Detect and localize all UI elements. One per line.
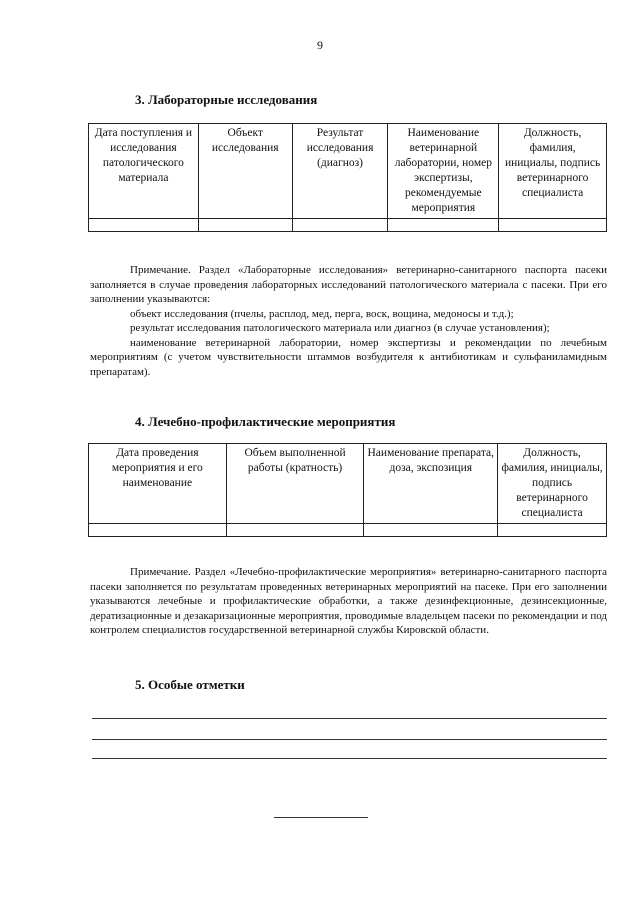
column-header: Должность, фамилия, инициалы, подпись ветеринарного специалиста: [499, 124, 607, 219]
special-notes-line[interactable]: [92, 718, 607, 719]
special-notes-line[interactable]: [92, 758, 607, 759]
column-header: Результат исследования (диагноз): [292, 124, 388, 219]
column-header: Объем выполненной работы (кратность): [226, 444, 364, 524]
section-5-heading: 5. Особые отметки: [135, 677, 245, 692]
special-notes-line[interactable]: [92, 739, 607, 740]
note-paragraph: Примечание. Раздел «Лечебно-профилактические мероприятия» ветеринарно-санитарного паспорта пасеки заполняется по результатам проведенных ветеринарных мероприятий на пасеке. При его заполнении указываются лечебные и профилактические обработки, а также дезинфекционные, дезинсекционные, дератизационные и дезакаризационные мероприятия, проводимые владельцем пасеки по рекомендации и под контролем специалистов государственной ветеринарной службы Кировской области.: [90, 566, 607, 636]
note-paragraph: наименование ветеринарной лаборатории, номер экспертизы и рекомендации по лечебным мероприятиям (с учетом чувствительности штаммов возбудителя к антибиотикам и сульфаниламидным препаратам).: [90, 336, 607, 378]
empty-cell[interactable]: [89, 219, 199, 232]
section-3-note: [90, 263, 607, 379]
treatment-table: [88, 443, 607, 537]
column-header: Должность, фамилия, инициалы, подпись ветеринарного специалиста: [498, 444, 607, 524]
note-paragraph: объект исследования (пчелы, расплод, мед, перга, воск, вощина, медоносы и т.д.);: [130, 307, 514, 320]
column-header: Дата проведения мероприятия и его наименование: [89, 444, 227, 524]
section-3-heading: 3. Лабораторные исследования: [135, 92, 318, 107]
column-header: Объект исследования: [198, 124, 292, 219]
column-header: Наименование препарата, доза, экспозиция: [364, 444, 498, 524]
empty-cell[interactable]: [226, 524, 364, 537]
empty-cell[interactable]: [388, 219, 499, 232]
end-separator-line: [274, 817, 368, 818]
empty-cell[interactable]: [498, 524, 607, 537]
note-paragraph: результат исследования патологического материала или диагноз (в случае установления);: [130, 322, 550, 334]
page-number: 9: [317, 38, 323, 52]
column-header: Дата поступления и исследования патологического материала: [89, 124, 199, 219]
table-header-row: [89, 444, 607, 524]
section-4-heading: 4. Лечебно-профилактические мероприятия: [135, 414, 396, 429]
empty-cell[interactable]: [364, 524, 498, 537]
laboratory-table: [88, 123, 607, 232]
empty-cell[interactable]: [292, 219, 388, 232]
empty-cell[interactable]: [499, 219, 607, 232]
table-row: [89, 219, 607, 232]
table-header-row: [89, 124, 607, 219]
note-paragraph: Примечание. Раздел «Лабораторные исследования» ветеринарно-санитарного паспорта пасеки заполняется в случае проведения лабораторных исследований патологического материала с пасеки. При его заполнении указываются:: [90, 264, 607, 305]
empty-cell[interactable]: [89, 524, 227, 537]
empty-cell[interactable]: [198, 219, 292, 232]
column-header: Наименование ветеринарной лаборатории, номер экспертизы, рекомендуемые мероприятия: [388, 124, 499, 219]
section-4-note: [90, 565, 607, 638]
table-row: [89, 524, 607, 537]
